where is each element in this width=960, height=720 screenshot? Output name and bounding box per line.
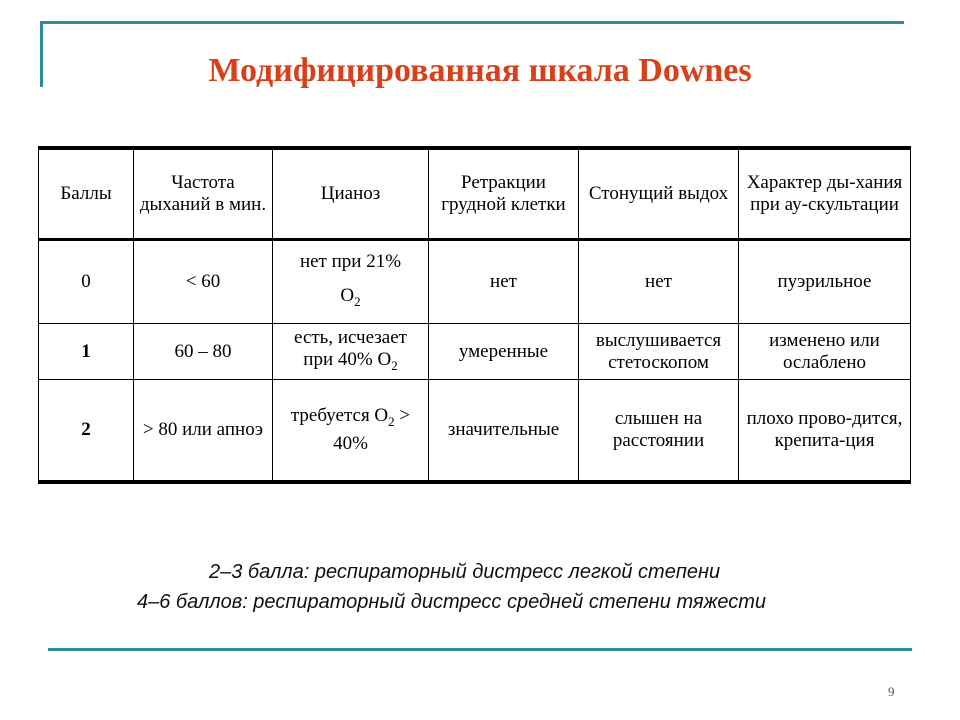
header-score: Баллы (39, 148, 134, 240)
score-cell: 0 (39, 240, 134, 324)
cyanosis-text: есть, исчезает (294, 326, 407, 348)
rate-cell: > 80 или апноэ (134, 380, 273, 483)
header-grunting: Стонущий выдох (579, 148, 739, 240)
retraction-cell: значительные (429, 380, 579, 483)
table-row (39, 324, 911, 380)
header-auscultation: Характер ды-хания при ау-скультации (739, 148, 911, 240)
auscultation-cell: пуэрильное (739, 240, 911, 324)
frame-bottom-line (48, 648, 912, 651)
cyanosis-text-2: при 40% O (303, 348, 392, 370)
slide-title: Модифицированная шкала Downes (208, 52, 752, 89)
retraction-cell: умеренные (429, 324, 579, 380)
grunting-cell: слышен на расстоянии (579, 380, 739, 483)
auscultation-cell: изменено или ослаблено (739, 324, 911, 380)
table-row (39, 240, 911, 324)
o2-subscript: 2 (391, 357, 398, 373)
grunting-cell: нет (579, 240, 739, 324)
o2-symbol: O (340, 285, 355, 307)
note-moderate: 4–6 баллов: респираторный дистресс средней степени тяжести (137, 591, 767, 613)
header-rate: Частота дыханий в мин. (134, 148, 273, 240)
header-cyanosis: Цианоз (273, 148, 429, 240)
cyanosis-cell (273, 240, 429, 324)
header-retraction: Ретракции грудной клетки (429, 148, 579, 240)
cyanosis-text-2: 40% (333, 432, 368, 454)
note-mild: 2–3 балла: респираторный дистресс легкой степени (209, 561, 721, 583)
score-cell: 2 (39, 380, 134, 483)
rate-cell: 60 – 80 (134, 324, 273, 380)
downes-scale-table (38, 146, 911, 484)
score-interpretation (0, 557, 960, 617)
auscultation-cell: плохо прово-дится, крепита-ция (739, 380, 911, 483)
retraction-cell: нет (429, 240, 579, 324)
cyanosis-tail: > (394, 405, 411, 427)
rate-cell: < 60 (134, 240, 273, 324)
score-cell: 1 (39, 324, 134, 380)
grunting-cell: выслушивается стетоскопом (579, 324, 739, 380)
cyanosis-o2 (277, 285, 424, 313)
cyanosis-cell (273, 380, 429, 483)
cyanosis-text: нет при 21% (299, 251, 402, 273)
cyanosis-cell (273, 324, 429, 380)
o2-subscript: 2 (388, 413, 395, 429)
page-number: 9 (888, 684, 895, 699)
table-row (39, 380, 911, 483)
frame-top-line (40, 21, 904, 24)
o2-subscript: 2 (354, 293, 361, 309)
table-header-row (39, 148, 911, 240)
cyanosis-text: требуется O (290, 405, 389, 427)
